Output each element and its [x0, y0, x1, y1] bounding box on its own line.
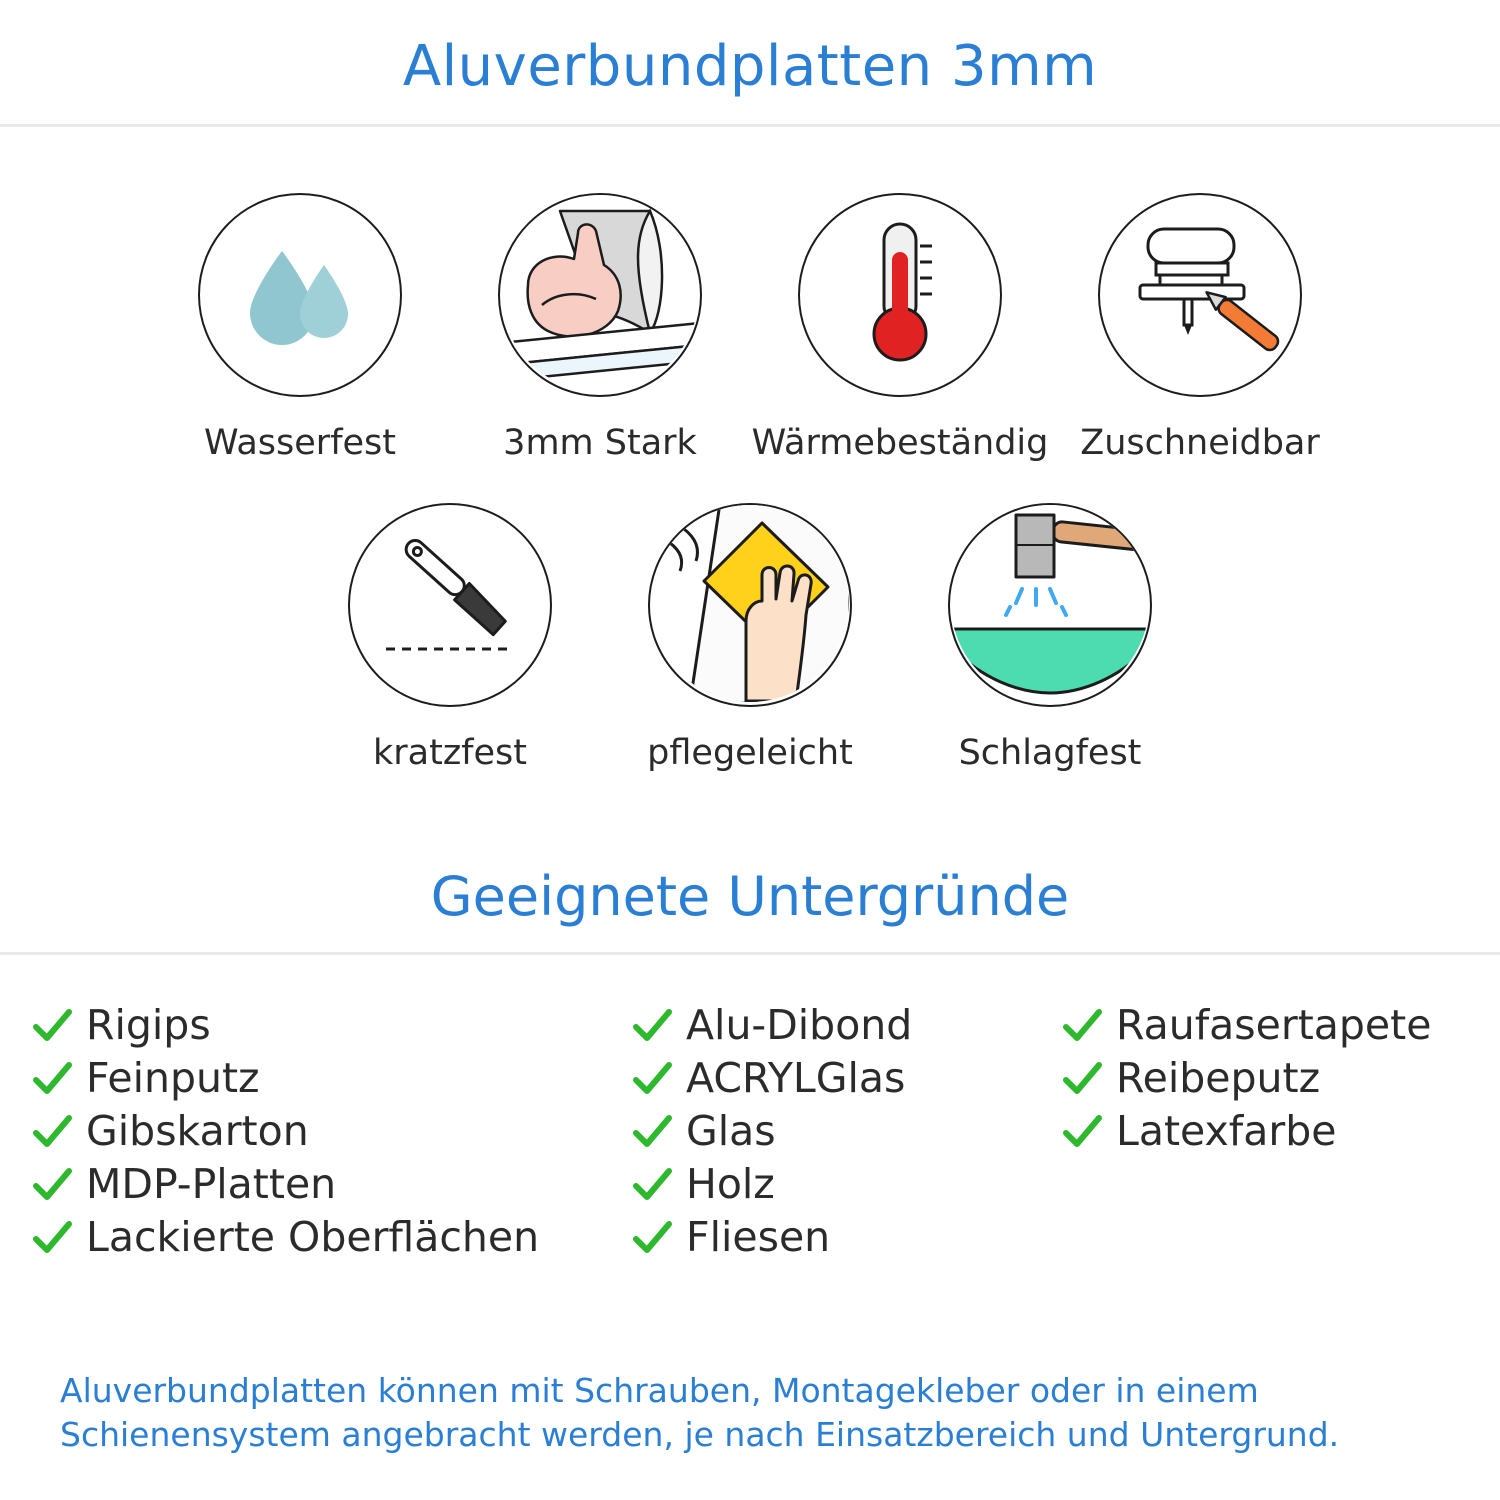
feature-label: Schlagfest	[958, 732, 1142, 773]
feature-icon-circle	[798, 193, 1002, 397]
feature-kratzfest	[300, 503, 600, 773]
feature-waermebestaendig	[750, 193, 1050, 463]
feature-icon-circle	[948, 503, 1152, 707]
feature-label: Zuschneidbar	[1080, 422, 1320, 463]
list-item	[30, 1211, 630, 1264]
feature-icon-circle	[1098, 193, 1302, 397]
list-item	[30, 1105, 630, 1158]
feature-row-2	[0, 503, 1500, 773]
water-drops-icon	[220, 213, 380, 377]
substrates-title: Geeignete Untergründe	[430, 865, 1070, 929]
feature-zuschneidbar	[1050, 193, 1350, 463]
feature-label: pflegeleicht	[647, 732, 853, 773]
list-item-label: Holz	[686, 1160, 775, 1209]
feature-label: 3mm Stark	[503, 422, 697, 463]
list-item	[1060, 1105, 1490, 1158]
flexing-arm-icon	[500, 193, 700, 397]
check-icon	[30, 1110, 74, 1154]
hand-cloth-wipe-icon	[650, 503, 850, 707]
list-item-label: Raufasertapete	[1116, 1001, 1432, 1050]
footnote-text: Aluverbundplatten können mit Schrauben, Montagekleber oder in einem Schienensystem angebracht werden, je nach Einsatzbereich und Untergrund.	[60, 1370, 1340, 1455]
check-icon	[30, 1216, 74, 1260]
list-item-label: Feinputz	[86, 1054, 260, 1103]
check-icon	[30, 1004, 74, 1048]
substrates-column-1	[30, 999, 630, 1264]
feature-pflegeleicht	[600, 503, 900, 773]
check-icon	[630, 1057, 674, 1101]
check-icon	[630, 1163, 674, 1207]
list-item-label: Rigips	[86, 1001, 211, 1050]
list-item-label: Latexfarbe	[1116, 1107, 1337, 1156]
substrates-column-3	[1060, 999, 1490, 1264]
check-icon	[630, 1216, 674, 1260]
list-item	[30, 1052, 630, 1105]
feature-icon-circle	[348, 503, 552, 707]
feature-label: Wärmebeständig	[751, 422, 1049, 463]
page-title-band	[0, 0, 1500, 127]
hammer-impact-icon	[950, 503, 1150, 707]
list-item	[30, 1158, 630, 1211]
list-item	[30, 999, 630, 1052]
substrates-column-2	[630, 999, 1060, 1264]
feature-label: kratzfest	[372, 732, 527, 773]
substrates-checklist	[0, 999, 1500, 1264]
check-icon	[1060, 1110, 1104, 1154]
list-item	[630, 1211, 1060, 1264]
list-item-label: Glas	[686, 1107, 776, 1156]
list-item-label: Lackierte Oberflächen	[86, 1213, 540, 1262]
page-title: Aluverbundplatten 3mm	[402, 34, 1098, 99]
knife-scratch-icon	[360, 513, 540, 697]
list-item	[630, 999, 1060, 1052]
list-item	[630, 1105, 1060, 1158]
substrates-title-band	[0, 851, 1500, 955]
feature-row-1	[0, 193, 1500, 463]
list-item-label: Fliesen	[686, 1213, 831, 1262]
list-item	[630, 1158, 1060, 1211]
feature-icon-circle	[198, 193, 402, 397]
feature-schlagfest	[900, 503, 1200, 773]
check-icon	[630, 1110, 674, 1154]
list-item-label: Alu-Dibond	[686, 1001, 913, 1050]
list-item-label: Reibeputz	[1116, 1054, 1321, 1103]
feature-label: Wasserfest	[203, 422, 397, 463]
list-item-label: Gibskarton	[86, 1107, 309, 1156]
check-icon	[630, 1004, 674, 1048]
check-icon	[1060, 1057, 1104, 1101]
check-icon	[1060, 1004, 1104, 1048]
jigsaw-cutter-icon	[1110, 203, 1290, 387]
list-item-label: MDP-Platten	[86, 1160, 337, 1209]
check-icon	[30, 1057, 74, 1101]
list-item	[1060, 1052, 1490, 1105]
thermometer-icon	[820, 208, 980, 382]
feature-icon-circle	[498, 193, 702, 397]
check-icon	[30, 1163, 74, 1207]
feature-icon-circle	[648, 503, 852, 707]
feature-3mm-stark	[450, 193, 750, 463]
feature-wasserfest	[150, 193, 450, 463]
list-item-label: ACRYLGlas	[686, 1054, 906, 1103]
list-item	[1060, 999, 1490, 1052]
list-item	[630, 1052, 1060, 1105]
